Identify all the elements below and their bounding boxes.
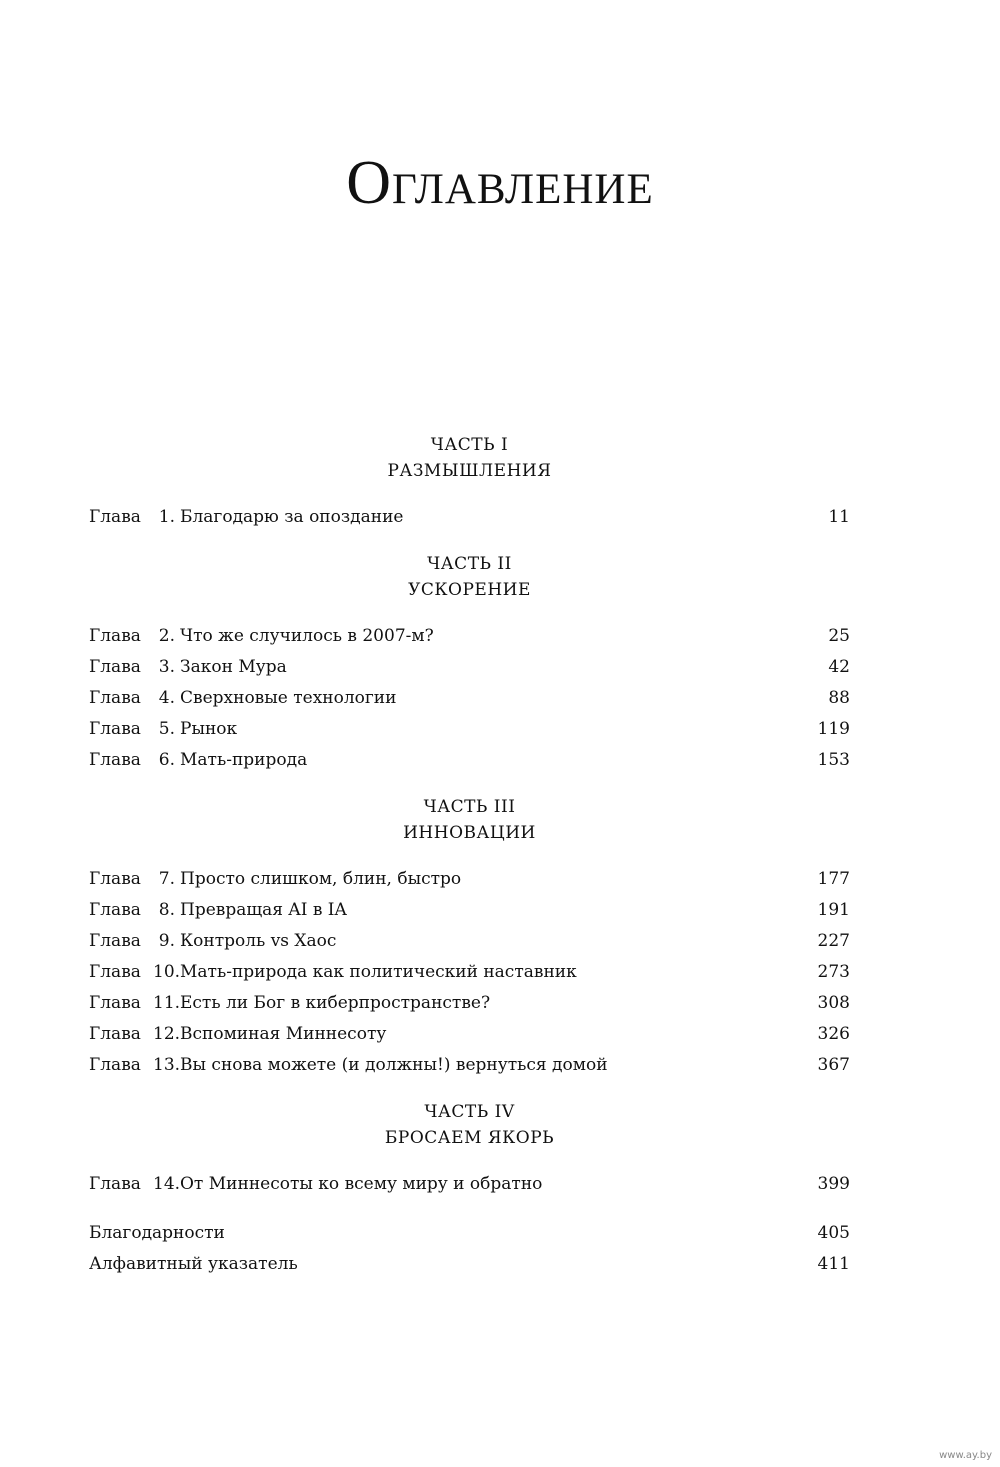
dot-leader xyxy=(313,748,811,765)
entry-title: Алфавитный указатель xyxy=(89,1254,298,1274)
entry-title: Благодарности xyxy=(89,1223,225,1243)
chapter-word: Глава xyxy=(89,626,141,646)
back-matter xyxy=(89,1218,850,1280)
dot-leader xyxy=(583,960,812,977)
dot-leader xyxy=(614,1053,812,1070)
part-1 xyxy=(89,432,850,533)
chapter-number: 4. xyxy=(158,688,175,708)
part-label: ЧАСТЬ I xyxy=(430,435,509,455)
part-name: БРОСАЕМ ЯКОРЬ xyxy=(384,1128,555,1148)
chapter-word: Глава xyxy=(89,719,141,739)
chapter-word: Глава xyxy=(89,688,141,708)
dot-leader xyxy=(243,717,811,734)
chapter-number: 3. xyxy=(158,657,175,677)
chapter-word: Глава xyxy=(89,993,141,1013)
dot-leader xyxy=(304,1252,812,1269)
toc-entry-acknowledgments[interactable] xyxy=(89,1218,850,1249)
toc-entry[interactable] xyxy=(89,864,850,895)
chapter-title: Контроль vs Хаос xyxy=(180,931,337,951)
chapter-title: Просто слишком, блин, быстро xyxy=(180,869,462,889)
page-number: 177 xyxy=(817,869,850,889)
dot-leader xyxy=(440,624,823,641)
page-title: Оглавление xyxy=(346,149,654,217)
chapter-word: Глава xyxy=(89,657,141,677)
page-number: 42 xyxy=(828,657,850,677)
chapter-number: 14. xyxy=(153,1174,181,1194)
chapter-list xyxy=(89,502,850,533)
page-number: 25 xyxy=(828,626,850,646)
part-name: УСКОРЕНИЕ xyxy=(408,580,531,600)
part-3 xyxy=(89,794,850,1081)
toc-entry[interactable] xyxy=(89,957,850,988)
chapter-title: Есть ли Бог в киберпространстве? xyxy=(180,993,491,1013)
page-number: 411 xyxy=(817,1254,850,1274)
page-number: 153 xyxy=(817,750,850,770)
toc-entry[interactable] xyxy=(89,988,850,1019)
chapter-title: Закон Мура xyxy=(180,657,287,677)
chapter-number: 2. xyxy=(158,626,175,646)
dot-leader xyxy=(353,898,812,915)
toc-entry[interactable] xyxy=(89,1050,850,1081)
chapter-word: Глава xyxy=(89,1024,141,1044)
toc-entry[interactable] xyxy=(89,652,850,683)
dot-leader xyxy=(548,1172,811,1189)
page-number: 273 xyxy=(817,962,850,982)
page-number: 119 xyxy=(817,719,850,739)
toc-entry[interactable] xyxy=(89,745,850,776)
dot-leader xyxy=(496,991,811,1008)
chapter-number: 1. xyxy=(158,507,175,527)
part-heading xyxy=(89,432,850,484)
chapter-word: Глава xyxy=(89,962,141,982)
chapter-number: 8. xyxy=(158,900,175,920)
chapter-word: Глава xyxy=(89,931,141,951)
chapter-word: Глава xyxy=(89,900,141,920)
part-4 xyxy=(89,1099,850,1200)
chapter-title: Мать-природа как политический наставник xyxy=(180,962,577,982)
chapter-word: Глава xyxy=(89,750,141,770)
toc-entry[interactable] xyxy=(89,714,850,745)
dot-leader xyxy=(392,1022,811,1039)
page-number: 399 xyxy=(817,1174,850,1194)
chapter-number: 6. xyxy=(158,750,175,770)
watermark: www.ay.by xyxy=(939,1450,992,1461)
page-number: 11 xyxy=(828,507,850,527)
chapter-title: Что же случилось в 2007-м? xyxy=(180,626,434,646)
page-number: 326 xyxy=(817,1024,850,1044)
part-heading xyxy=(89,794,850,846)
part-heading xyxy=(89,551,850,603)
dot-leader xyxy=(467,867,811,884)
toc-entry[interactable] xyxy=(89,1169,850,1200)
chapter-list xyxy=(89,1169,850,1200)
page-number: 88 xyxy=(828,688,850,708)
chapter-title: Превращая AI в IA xyxy=(180,900,347,920)
chapter-number: 9. xyxy=(158,931,175,951)
dot-leader xyxy=(342,929,811,946)
part-label: ЧАСТЬ II xyxy=(427,554,512,574)
dot-leader xyxy=(402,686,822,703)
page-number: 191 xyxy=(817,900,850,920)
chapter-number: 12. xyxy=(153,1024,181,1044)
chapter-title: Рынок xyxy=(180,719,238,739)
chapter-title: От Миннесоты ко всему миру и обратно xyxy=(180,1174,543,1194)
toc-entry[interactable] xyxy=(89,683,850,714)
part-name: РАЗМЫШЛЕНИЯ xyxy=(387,461,552,481)
chapter-number: 11. xyxy=(153,993,181,1013)
table-of-contents xyxy=(89,432,850,1280)
chapter-title: Мать-природа xyxy=(180,750,308,770)
part-label: ЧАСТЬ IV xyxy=(424,1102,515,1122)
part-heading xyxy=(89,1099,850,1151)
chapter-word: Глава xyxy=(89,507,141,527)
part-label: ЧАСТЬ III xyxy=(423,797,516,817)
chapter-title: Сверхновые технологии xyxy=(180,688,397,708)
part-name: ИННОВАЦИИ xyxy=(403,823,536,843)
chapter-word: Глава xyxy=(89,1174,141,1194)
chapter-title: Вспоминая Миннесоту xyxy=(180,1024,387,1044)
toc-entry-index[interactable] xyxy=(89,1249,850,1280)
toc-entry[interactable] xyxy=(89,502,850,533)
chapter-number: 10. xyxy=(153,962,181,982)
dot-leader xyxy=(409,505,822,522)
chapter-word: Глава xyxy=(89,869,141,889)
page-number: 308 xyxy=(817,993,850,1013)
part-2 xyxy=(89,551,850,776)
page-number: 367 xyxy=(817,1055,850,1075)
page-number: 227 xyxy=(817,931,850,951)
toc-entry[interactable] xyxy=(89,621,850,652)
chapter-title: Вы снова можете (и должны!) вернуться домой xyxy=(180,1055,608,1075)
toc-entry[interactable] xyxy=(89,926,850,957)
toc-entry[interactable] xyxy=(89,895,850,926)
chapter-list xyxy=(89,621,850,776)
chapter-title: Благодарю за опоздание xyxy=(180,507,404,527)
page-number: 405 xyxy=(817,1223,850,1243)
chapter-list xyxy=(89,864,850,1081)
dot-leader xyxy=(231,1221,812,1238)
toc-entry[interactable] xyxy=(89,1019,850,1050)
chapter-number: 5. xyxy=(158,719,175,739)
chapter-number: 7. xyxy=(158,869,175,889)
chapter-number: 13. xyxy=(153,1055,181,1075)
chapter-word: Глава xyxy=(89,1055,141,1075)
dot-leader xyxy=(293,655,823,672)
